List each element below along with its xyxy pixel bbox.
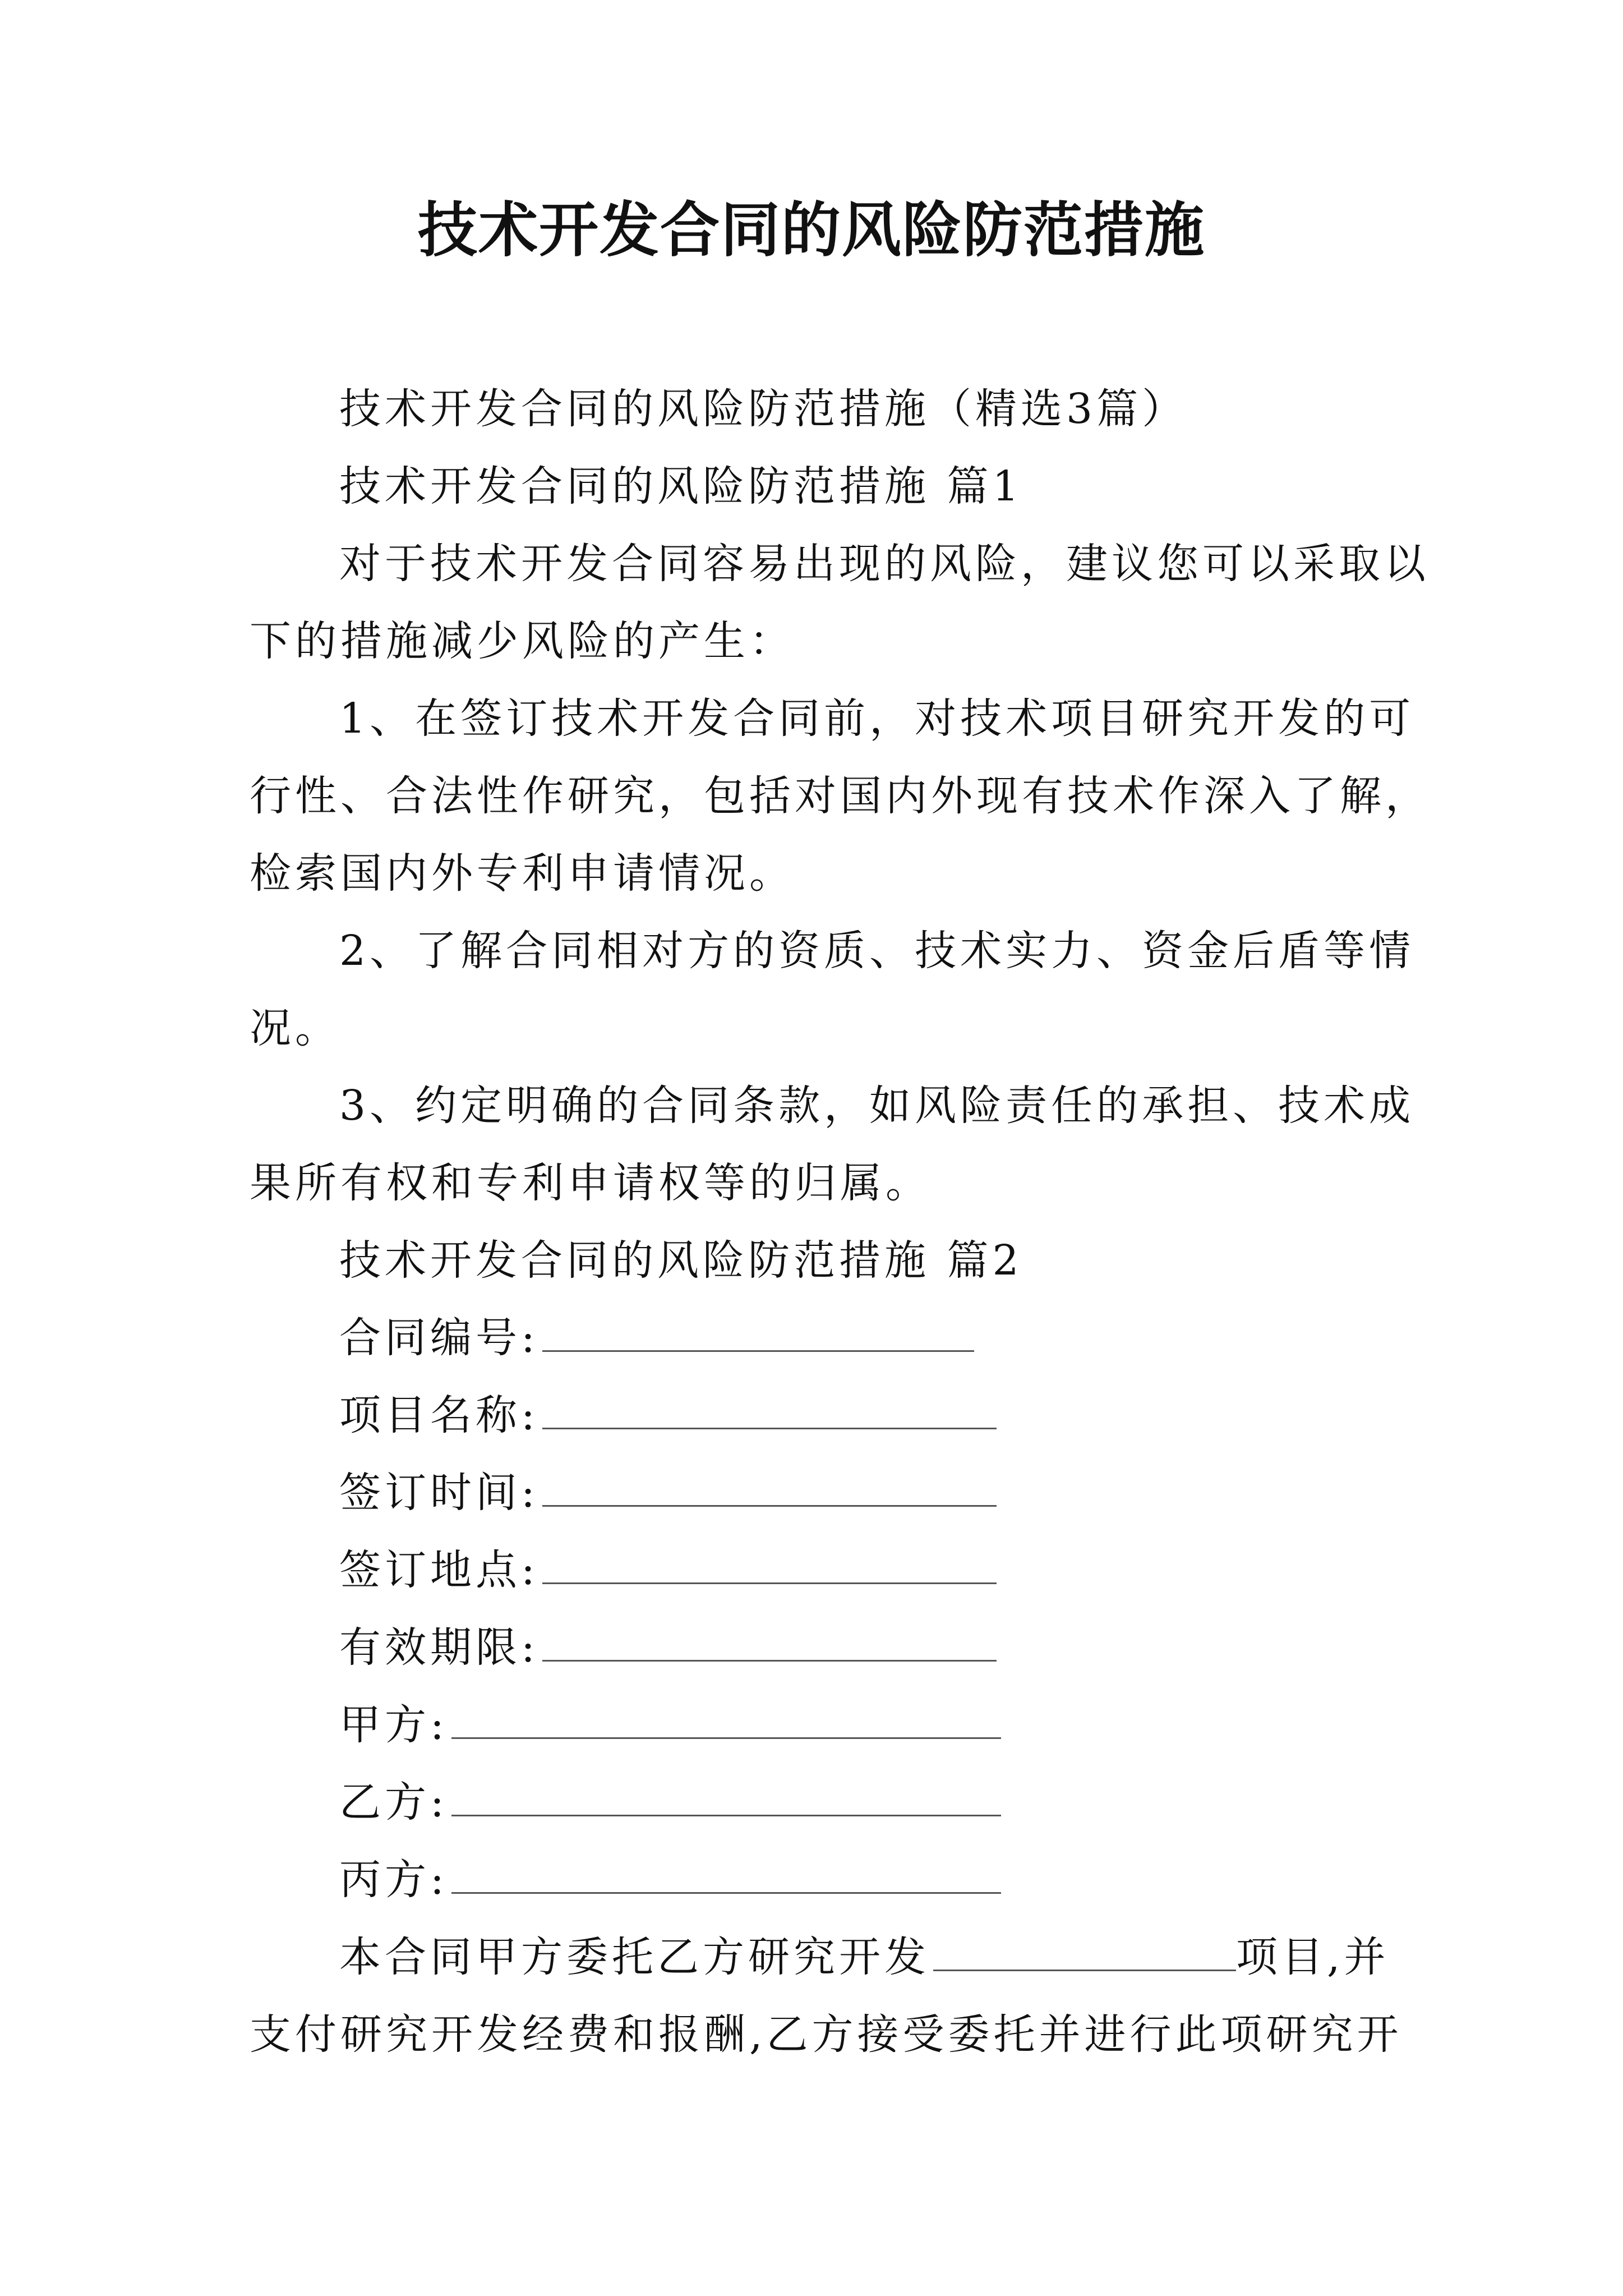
- section-heading-1: 技术开发合同的风险防范措施 篇1: [339, 462, 1023, 510]
- sign-time-field: [250, 1454, 1394, 1531]
- party-a-field: [250, 1686, 1394, 1764]
- party-b-blank: [451, 1775, 1001, 1816]
- party-c-field: [250, 1841, 1394, 1918]
- valid-period-field: [250, 1609, 1394, 1686]
- sign-place-field: [250, 1531, 1394, 1609]
- document-body: [250, 370, 1431, 2073]
- valid-period-blank: [542, 1621, 997, 1662]
- closing-text-after: 项目,并: [1236, 1933, 1390, 1981]
- paragraph-line: 对于技术开发合同容易出现的风险，建议您可以采取以: [339, 540, 1430, 588]
- subtitle-line: 技术开发合同的风险防范措施（精选3篇）: [339, 385, 1188, 433]
- paragraph-line: 况。: [250, 1004, 340, 1052]
- paragraph-line: 检索国内外专利申请情况。: [250, 849, 795, 898]
- paragraph-line: [250, 1918, 1394, 1996]
- party-b-field: [250, 1764, 1394, 1841]
- party-c-label: 丙方:: [339, 1856, 448, 1904]
- paragraph-line: 支付研究开发经费和报酬,乙方接受委托并进行此项研究开: [250, 2010, 1403, 2059]
- valid-period-label: 有效期限:: [339, 1623, 539, 1672]
- project-blank: [933, 1930, 1236, 1971]
- contract-number-blank: [542, 1311, 974, 1352]
- sign-place-blank: [542, 1543, 997, 1584]
- sign-time-blank: [542, 1466, 997, 1507]
- contract-number-label: 合同编号:: [339, 1314, 539, 1362]
- project-name-label: 项目名称:: [339, 1391, 539, 1439]
- project-name-field: [250, 1377, 1394, 1454]
- party-a-blank: [451, 1698, 1001, 1739]
- party-b-label: 乙方:: [339, 1778, 448, 1826]
- paragraph-line: 1、在签订技术开发合同前，对技术项目研究开发的可: [339, 694, 1415, 743]
- contract-number-field: [250, 1299, 1394, 1377]
- project-name-blank: [542, 1388, 997, 1429]
- paragraph-line: 行性、合法性作研究，包括对国内外现有技术作深入了解，: [250, 772, 1431, 820]
- sign-place-label: 签订地点:: [339, 1546, 539, 1594]
- sign-time-label: 签订时间:: [339, 1469, 539, 1517]
- paragraph-line: 3、约定明确的合同条款，如风险责任的承担、技术成: [339, 1082, 1415, 1130]
- paragraph-line: 果所有权和专利申请权等的归属。: [250, 1159, 931, 1207]
- paragraph-line: 下的措施减少风险的产生：: [250, 617, 795, 665]
- document-title: 技术开发合同的风险防范措施: [418, 195, 1205, 265]
- party-a-label: 甲方:: [339, 1701, 448, 1749]
- party-c-blank: [451, 1853, 1001, 1894]
- section-heading-2: 技术开发合同的风险防范措施 篇2: [339, 1236, 1023, 1285]
- paragraph-line: 2、了解合同相对方的资质、技术实力、资金后盾等情: [339, 927, 1415, 975]
- closing-text-before: 本合同甲方委托乙方研究开发: [339, 1933, 930, 1981]
